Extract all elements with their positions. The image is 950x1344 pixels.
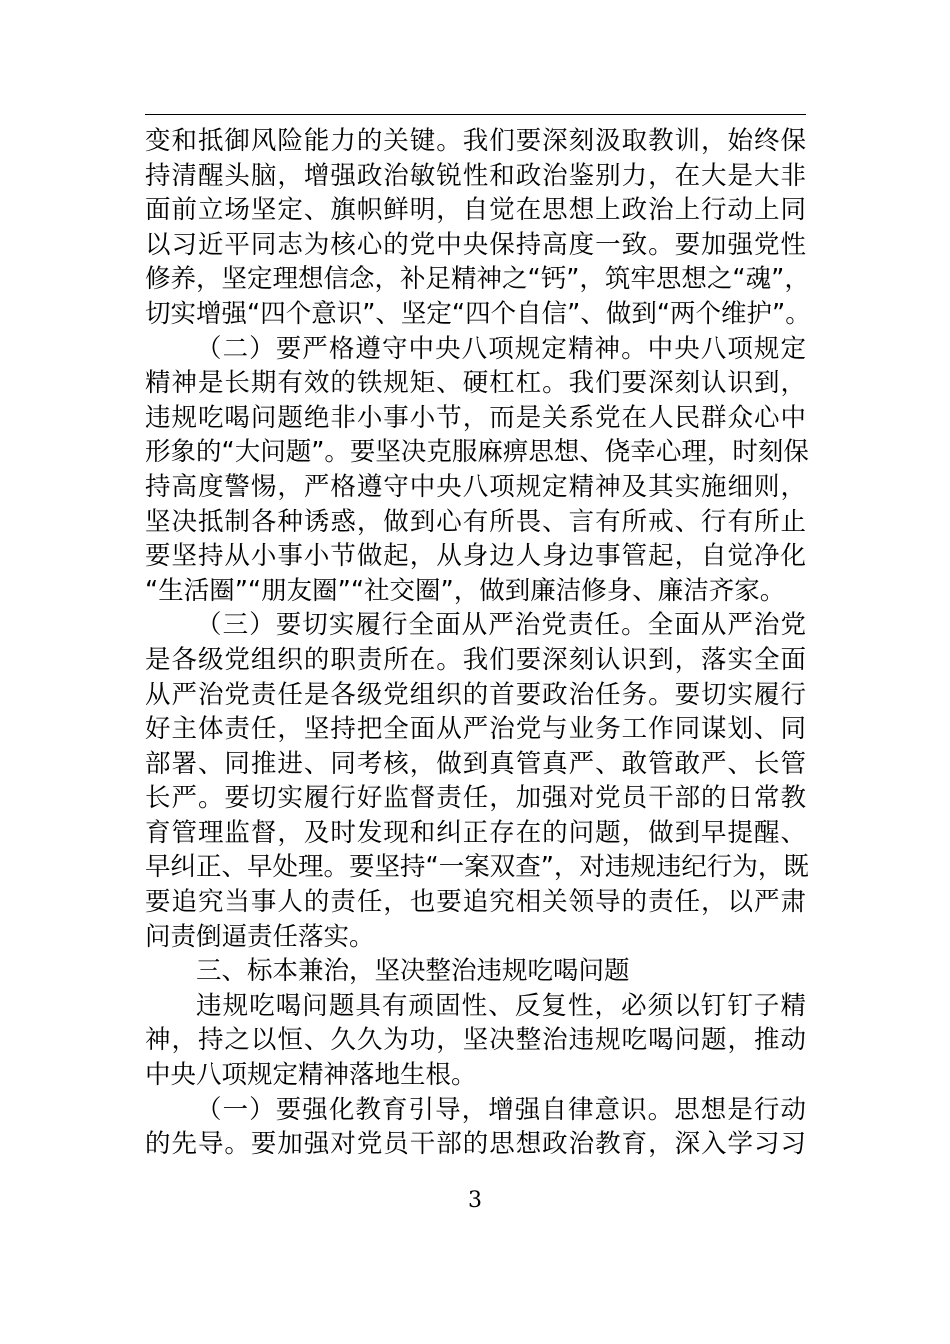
page-number: 3 [468,1188,482,1213]
text-line: 是各级党组织的职责所在。我们要深刻认识到，落实全面 [145,644,806,675]
text-line: 违规吃喝问题具有顽固性、反复性，必须以钉钉子精 [196,990,806,1021]
text-line: 持清醒头脑，增强政治敏锐性和政治鉴别力，在大是大非 [145,160,806,191]
text-line: 神，持之以恒、久久为功，坚决整治违规吃喝问题，推动 [145,1025,806,1056]
text-line: （三）要切实履行全面从严治党责任。全面从严治党 [196,610,806,641]
text-line: 坚决抵制各种诱惑，做到心有所畏、言有所戒、行有所止 [145,506,806,537]
text-line: 中央八项规定精神落地生根。 [145,1060,477,1091]
text-line: 问责倒逼责任落实。 [145,921,375,952]
text-line: 三、标本兼治，坚决整治违规吃喝问题 [196,956,630,987]
text-line: 要坚持从小事小节做起，从身边人身边事管起，自觉净化 [145,541,806,572]
text-line: 面前立场坚定、旗帜鲜明，自觉在思想上政治上行动上同 [145,195,806,226]
document-body [145,124,811,1162]
text-line: 部署、同推进、同考核，做到真管真严、敢管敢严、长管 [145,748,806,779]
text-line: （一）要强化教育引导，增强自律意识。思想是行动 [196,1094,806,1125]
text-line: 精神是长期有效的铁规矩、硬杠杠。我们要深刻认识到， [145,368,806,399]
text-line: 变和抵御风险能力的关键。我们要深刻汲取教训，始终保 [145,126,806,156]
text-line: 早纠正、早处理。要坚持“一案双查”，对违规违纪行为，既 [145,852,809,883]
text-line: 好主体责任，坚持把全面从严治党与业务工作同谋划、同 [145,714,806,745]
text-line: 要追究当事人的责任，也要追究相关领导的责任，以严肃 [145,887,806,918]
text-line: “生活圈”“朋友圈”“社交圈”，做到廉洁修身、廉洁齐家。 [145,575,786,606]
text-line: 持高度警惕，严格遵守中央八项规定精神及其实施细则， [145,471,806,502]
text-line: 长严。要切实履行好监督责任，加强对党员干部的日常教 [145,783,806,814]
text-line: 违规吃喝问题绝非小事小节，而是关系党在人民群众心中 [145,402,806,433]
text-line: 的先导。要加强对党员干部的思想政治教育，深入学习习 [145,1129,806,1160]
text-line: 育管理监督，及时发现和纠正存在的问题，做到早提醒、 [145,817,806,848]
text-line: （二）要严格遵守中央八项规定精神。中央八项规定 [196,333,806,364]
header-rule [145,114,806,115]
text-line: 形象的“大问题”。要坚决克服麻痹思想、侥幸心理，时刻保 [145,437,809,468]
text-line: 以习近平同志为核心的党中央保持高度一致。要加强党性 [145,229,806,260]
text-line: 切实增强“四个意识”、坚定“四个自信”、做到“两个维护”。 [145,298,811,329]
text-line: 从严治党责任是各级党组织的首要政治任务。要切实履行 [145,679,806,710]
text-line: 修养，坚定理想信念，补足精神之“钙”，筑牢思想之“魂”， [145,264,810,295]
